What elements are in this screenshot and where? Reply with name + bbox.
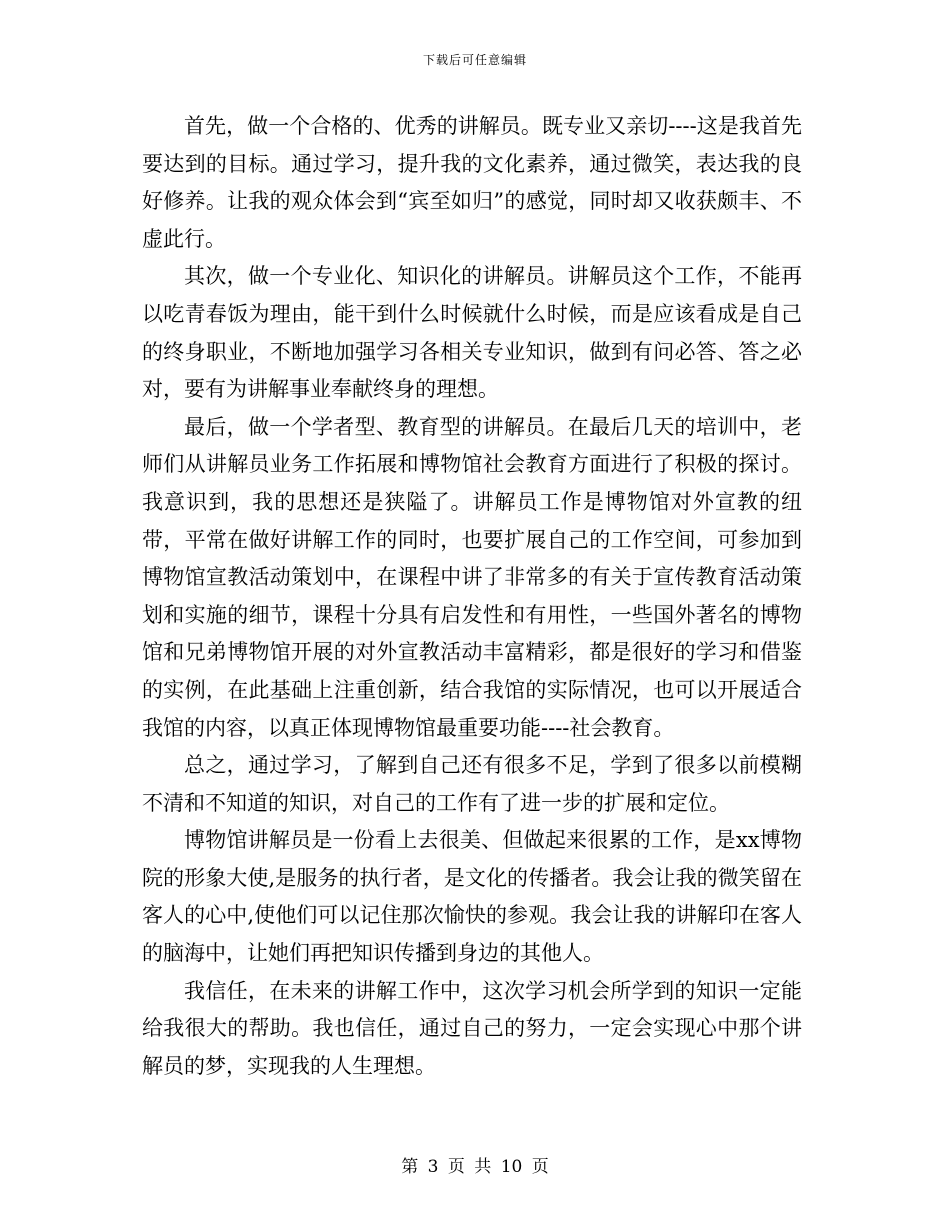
document-body [142,108,802,1085]
paragraph-1: 首先，做一个合格的、优秀的讲解员。既专业又亲切----这是我首先要达到的目标。通过学习，提升我的文化素养，通过微笑，表达我的良好修养。让我的观众体会到“宾至如归”的感觉，同时却又收获颇丰、不虚此行。 [142,114,802,251]
paragraph-3: 最后，做一个学者型、教育型的讲解员。在最后几天的培训中，老师们从讲解员业务工作拓展和博物馆社会教育方面进行了积极的探讨。我意识到，我的思想还是狭隘了。讲解员工作是博物馆对外宣教的纽带，平常在做好讲解工作的同时，也要扩展自己的工作空间，可参加到博物馆宣教活动策划中，在课程中讲了非常多的有关于宣传教育活动策划和实施的细节，课程十分具有启发性和有用性，一些国外著名的博物馆和兄弟博物馆开展的对外宣教活动丰富精彩，都是很好的学习和借鉴的实例，在此基础上注重创新，结合我馆的实际情况，也可以开展适合我馆的内容，以真正体现博物馆最重要功能----社会教育。 [142,414,802,740]
paragraph-4: 总之，通过学习，了解到自己还有很多不足，学到了很多以前模糊不清和不知道的知识，对自己的工作有了进一步的扩展和定位。 [142,753,802,815]
page-footer [0,1156,950,1178]
page-number: 第 3 页 共 10 页 [401,1157,549,1177]
paragraph-5: 博物馆讲解员是一份看上去很美、但做起来很累的工作，是xx博物院的形象大使,是服务的执行者，是文化的传播者。我会让我的微笑留在客人的心中,使他们可以记住那次愉快的参观。我会让我的讲解印在客人的脑海中，让她们再把知识传播到身边的其他人。 [142,828,802,966]
page-header [0,52,950,68]
paragraph-6: 我信任，在未来的讲解工作中，这次学习机会所学到的知识一定能给我很大的帮助。我也信任，通过自己的努力，一定会实现心中那个讲解员的梦，实现我的人生理想。 [142,978,802,1078]
header-note: 下载后可任意编辑 [422,53,527,67]
paragraph-2: 其次，做一个专业化、知识化的讲解员。讲解员这个工作，不能再以吃青春饭为理由，能干到什么时候就什么时候，而是应该看成是自己的终身职业，不断地加强学习各相关专业知识，做到有问必答、答之必对，要有为讲解事业奉献终身的理想。 [142,264,802,402]
